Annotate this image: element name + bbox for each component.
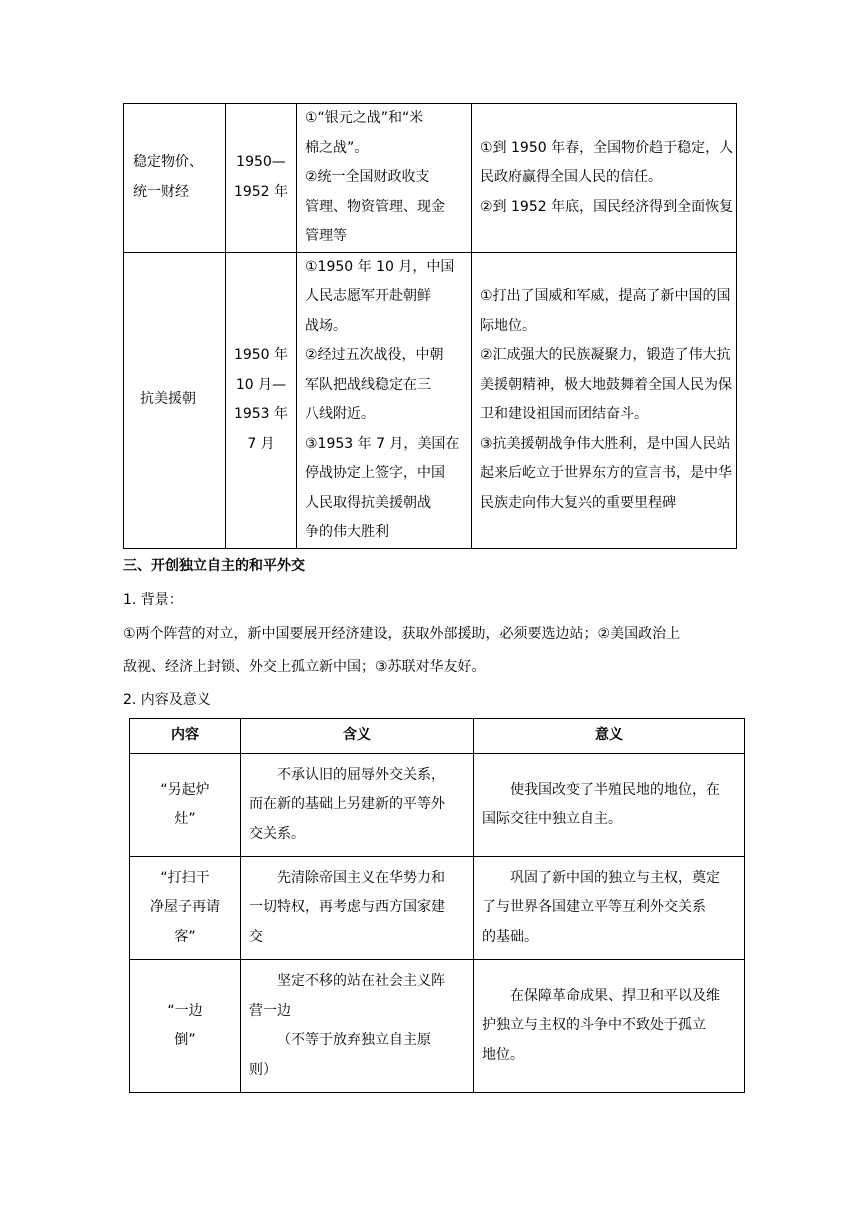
content-line: 棉之战”。 bbox=[305, 139, 369, 156]
significance-line: 国际交往中独立自主。 bbox=[482, 811, 622, 827]
significance-line: 在保障革命成果、捍卫和平以及维 bbox=[510, 987, 720, 1004]
significance-line: 美援朝精神，极大地鼓舞着全国人民为保 bbox=[480, 376, 732, 393]
significance-line: 护独立与主权的斗争中不致处于孤立 bbox=[482, 1017, 706, 1034]
item-cell bbox=[130, 754, 241, 857]
meaning-line: 交 bbox=[249, 928, 263, 945]
item-cell bbox=[130, 857, 241, 960]
content-line: ①“银元之战”和“米 bbox=[305, 110, 424, 126]
significance-line: 民族走向伟大复兴的重要里程碑 bbox=[480, 494, 676, 511]
content-line: ②经过五次战役，中朝 bbox=[305, 347, 444, 363]
meaning-line: 坚定不移的站在社会主义阵 bbox=[277, 973, 445, 989]
time-line: 1953 年 bbox=[233, 406, 289, 422]
meaning-line: 交关系。 bbox=[249, 825, 305, 842]
events-table bbox=[123, 103, 737, 549]
time-line: 7 月 bbox=[247, 435, 275, 452]
item-line: 灶” bbox=[174, 811, 196, 827]
content-line: 管理、物资管理、现金 bbox=[305, 198, 445, 215]
time-cell bbox=[226, 252, 297, 548]
table-row bbox=[130, 960, 745, 1093]
time-cell bbox=[226, 104, 297, 253]
significance-line: 民政府赢得全国人民的信任。 bbox=[480, 169, 662, 185]
table-header-row bbox=[130, 719, 745, 754]
significance-line: 际地位。 bbox=[480, 317, 536, 334]
content-line: 停战协定上签字，中国 bbox=[305, 465, 445, 481]
time-line: 10 月— bbox=[235, 376, 287, 393]
significance-cell bbox=[474, 960, 745, 1093]
time-line: 1950— bbox=[236, 154, 286, 171]
significance-line: 巩固了新中国的独立与主权，奠定 bbox=[510, 869, 720, 886]
event-cell bbox=[124, 252, 226, 548]
content-line: ②统一全国财政收支 bbox=[305, 169, 430, 185]
meaning-line: 不承认旧的屈辱外交关系， bbox=[277, 766, 445, 783]
content-line: 战场。 bbox=[305, 317, 347, 334]
item-line: 净屋子再请 bbox=[150, 899, 220, 916]
content-line: ①1950 年 10 月，中国 bbox=[305, 258, 455, 275]
content-line: ③1953 年 7 月，美国在 bbox=[305, 435, 460, 452]
background-line: ①两个阵营的对立，新中国要展开经济建设，获取外部援助，必须要选边站；②美国政治上 bbox=[123, 626, 681, 642]
significance-cell bbox=[474, 857, 745, 960]
background-line: 敌视、经济上封锁、外交上孤立新中国；③苏联对华友好。 bbox=[123, 659, 486, 675]
background-label: 1. 背景： bbox=[123, 592, 183, 608]
header-content: 内容 bbox=[130, 719, 241, 754]
item-line: 客” bbox=[174, 928, 196, 945]
event-line: 稳定物价、 bbox=[133, 154, 203, 171]
significance-line: 起来后屹立于世界东方的宣言书，是中华 bbox=[480, 465, 732, 481]
content-line: 人民取得抗美援朝战 bbox=[305, 494, 431, 511]
content-line: 人民志愿军开赴朝鲜 bbox=[305, 288, 431, 304]
table-row bbox=[130, 754, 745, 857]
meaning-cell bbox=[241, 857, 474, 960]
item-line: “另起炉 bbox=[160, 781, 210, 798]
meaning-line: 先清除帝国主义在华势力和 bbox=[277, 869, 445, 886]
time-line: 1950 年 bbox=[233, 347, 289, 363]
meaning-line: （不等于放弃独立自主原 bbox=[277, 1032, 431, 1048]
header-meaning: 含义 bbox=[241, 719, 474, 754]
significance-line: ③抗美援朝战争伟大胜利，是中国人民站 bbox=[480, 435, 731, 452]
meaning-line: 营一边 bbox=[249, 1002, 291, 1019]
significance-cell bbox=[472, 104, 737, 253]
item-line: “一边 bbox=[167, 1002, 203, 1019]
content-cell bbox=[297, 252, 472, 548]
significance-line: 卫和建设祖国而团结奋斗。 bbox=[480, 406, 648, 422]
event-line: 抗美援朝 bbox=[140, 391, 196, 408]
section-heading: 三、开创独立自主的和平外交 bbox=[123, 558, 305, 574]
content-label: 2. 内容及意义 bbox=[123, 692, 211, 708]
significance-cell bbox=[474, 754, 745, 857]
table-row bbox=[124, 104, 737, 253]
content-line: 军队把战线稳定在三 bbox=[305, 376, 431, 393]
table-row bbox=[130, 857, 745, 960]
header-significance: 意义 bbox=[474, 719, 745, 754]
item-line: “打扫干 bbox=[160, 869, 210, 886]
content-line: 八线附近。 bbox=[305, 406, 375, 422]
meaning-line: 而在新的基础上另建新的平等外 bbox=[249, 796, 445, 813]
significance-line: ①打出了国威和军威，提高了新中国的国 bbox=[480, 288, 731, 304]
meaning-line: 一切特权，再考虑与西方国家建 bbox=[249, 899, 445, 916]
time-line: 1952 年 bbox=[233, 183, 289, 200]
meaning-cell bbox=[241, 960, 474, 1093]
significance-line: 的基础。 bbox=[482, 928, 538, 945]
significance-line: 地位。 bbox=[482, 1046, 524, 1063]
significance-line: 使我国改变了半殖民地的地位，在 bbox=[510, 781, 720, 798]
event-cell bbox=[124, 104, 226, 253]
table-row bbox=[124, 252, 737, 548]
significance-line: ②汇成强大的民族凝聚力，锻造了伟大抗 bbox=[480, 347, 731, 363]
content-line: 管理等 bbox=[305, 228, 347, 244]
diplomacy-table bbox=[129, 718, 745, 1093]
item-line: 倒” bbox=[174, 1032, 196, 1048]
significance-line: 了与世界各国建立平等互利外交关系 bbox=[482, 899, 706, 916]
meaning-line: 则） bbox=[249, 1061, 277, 1078]
content-cell bbox=[297, 104, 472, 253]
significance-line: ②到 1952 年底，国民经济得到全面恢复 bbox=[480, 198, 734, 215]
significance-cell bbox=[472, 252, 737, 548]
significance-line: ①到 1950 年春，全国物价趋于稳定，人 bbox=[480, 139, 734, 156]
item-cell bbox=[130, 960, 241, 1093]
event-line: 统一财经 bbox=[133, 183, 189, 200]
meaning-cell bbox=[241, 754, 474, 857]
content-line: 争的伟大胜利 bbox=[305, 524, 389, 540]
